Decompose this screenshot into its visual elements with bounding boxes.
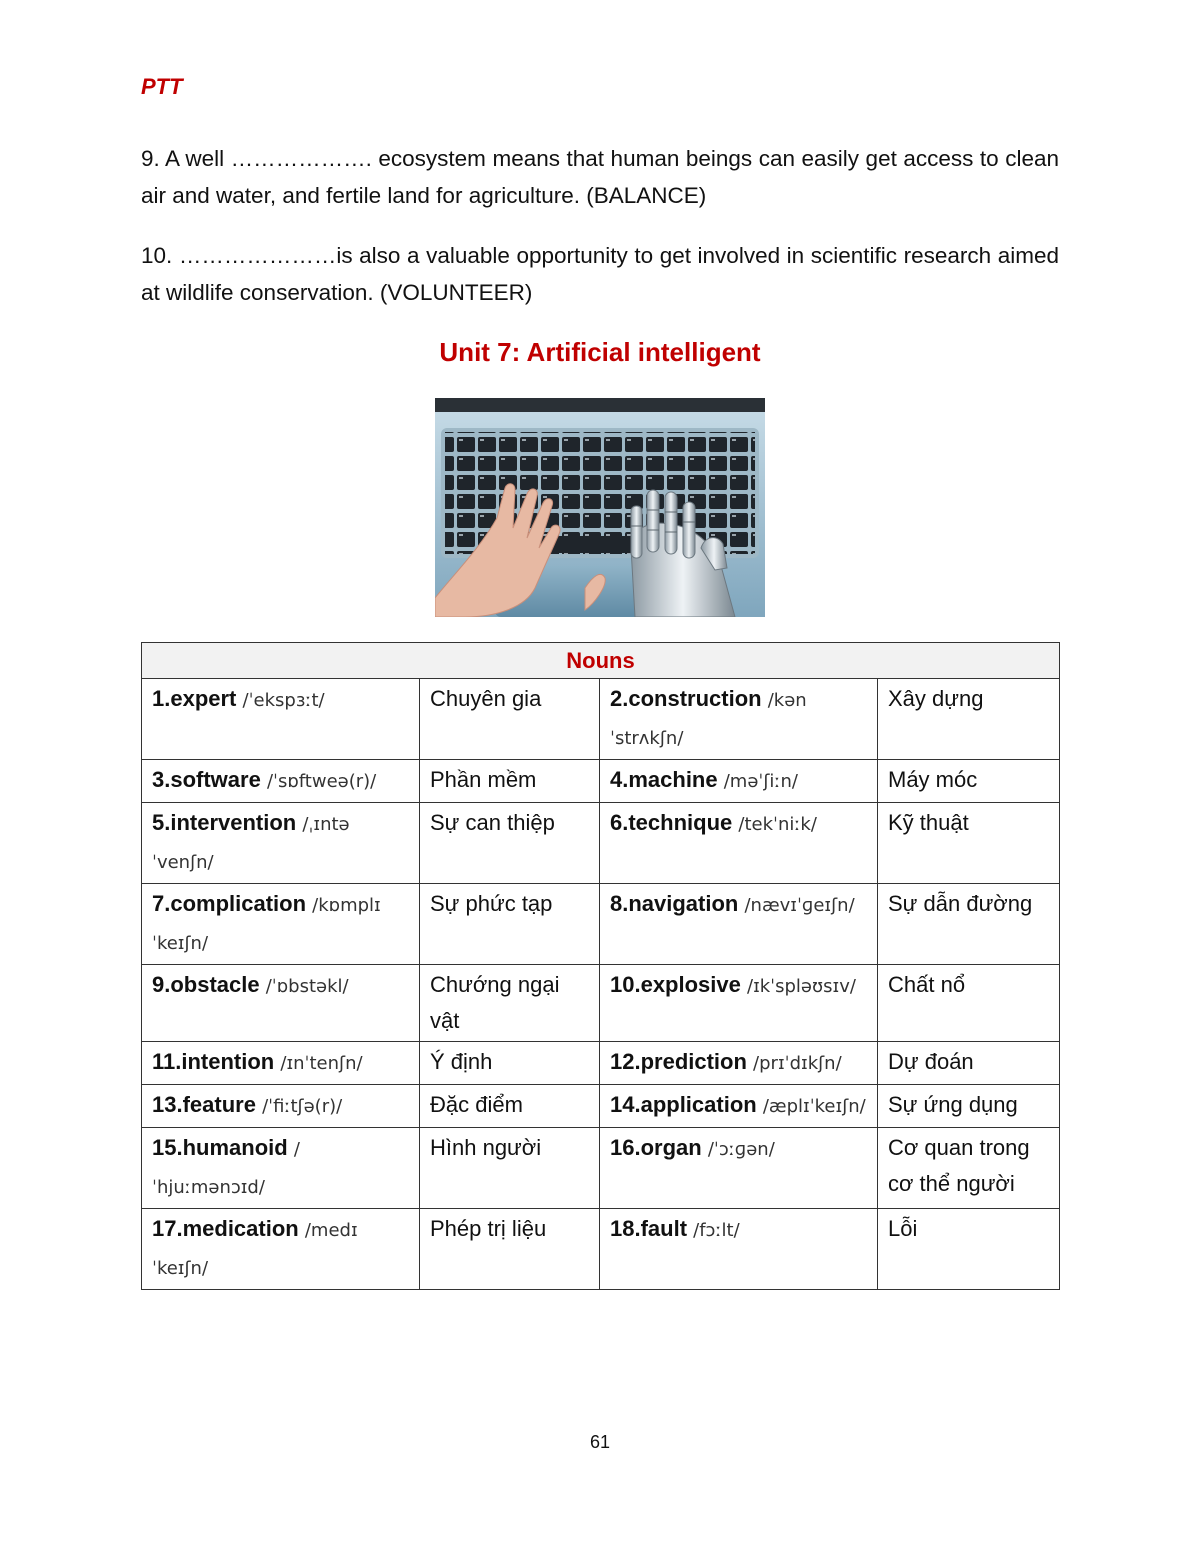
table-row (142, 965, 1060, 1042)
keyboard-photo (435, 398, 765, 617)
pronunciation: /ˈfiːtʃə(r)/ (262, 1096, 343, 1117)
vocab-word: 13.feature (152, 1092, 256, 1117)
table-row (142, 1085, 1060, 1128)
vocab-word: 4.machine (610, 767, 718, 792)
table-row (142, 1128, 1060, 1209)
term-cell (600, 803, 878, 884)
vocab-meaning: Chuyên gia (430, 686, 542, 711)
term-cell (142, 884, 420, 965)
term-cell (600, 965, 878, 1042)
page-number: 61 (589, 1432, 611, 1452)
term-cell (600, 1085, 878, 1128)
vocab-meaning: Đặc điểm (430, 1092, 523, 1117)
unit-title: Unit 7: Artificial intelligent (439, 337, 761, 367)
meaning-cell (420, 884, 600, 965)
pronunciation: /ˈɔːɡən/ (707, 1139, 775, 1160)
vocab-word: 15.humanoid (152, 1135, 288, 1160)
vocab-meaning: Kỹ thuật (888, 810, 969, 835)
pronunciation: /kənˈstrʌkʃn/ (610, 690, 807, 749)
term-cell (142, 1042, 420, 1085)
document-header-label: PTT (141, 74, 183, 99)
vocab-meaning: Sự dẫn đường (888, 891, 1033, 916)
meaning-cell (420, 679, 600, 760)
meaning-cell (878, 1128, 1060, 1209)
term-cell (600, 760, 878, 803)
vocab-meaning: Chất nổ (888, 972, 966, 997)
vocab-word: 2.construction (610, 686, 762, 711)
term-cell (600, 884, 878, 965)
pronunciation: /ˈsɒftweə(r)/ (266, 771, 377, 792)
pronunciation: /tekˈniːk/ (738, 814, 817, 835)
table-row (142, 679, 1060, 760)
pronunciation: /ˈekspɜːt/ (242, 690, 325, 711)
vocab-word: 16.organ (610, 1135, 702, 1160)
vocab-meaning: Máy móc (888, 767, 978, 792)
meaning-cell (420, 965, 600, 1042)
vocab-meaning: Chướng ngại vật (430, 972, 560, 1033)
pronunciation: /kɒmplɪˈkeɪʃn/ (152, 895, 381, 954)
meaning-cell (420, 1042, 600, 1085)
table-row (142, 1042, 1060, 1085)
term-cell (142, 803, 420, 884)
vocab-meaning: Xây dựng (888, 686, 984, 711)
vocab-meaning: Sự can thiệp (430, 810, 555, 835)
vocabulary-table (141, 642, 1060, 1290)
vocab-word: 3.software (152, 767, 261, 792)
vocab-meaning: Cơ quan trong cơ thể người (888, 1135, 1030, 1196)
vocab-meaning: Ý định (430, 1049, 493, 1074)
term-cell (142, 760, 420, 803)
vocab-meaning: Dự đoán (888, 1049, 974, 1074)
vocab-word: 17.medication (152, 1216, 299, 1241)
meaning-cell (420, 803, 600, 884)
vocab-word: 8.navigation (610, 891, 739, 916)
table-row (142, 1209, 1060, 1290)
vocab-word: 1.expert (152, 686, 237, 711)
meaning-cell (878, 1085, 1060, 1128)
pronunciation: /fɔːlt/ (693, 1220, 740, 1241)
term-cell (600, 1042, 878, 1085)
vocab-meaning: Hình người (430, 1135, 542, 1160)
term-cell (142, 1209, 420, 1290)
meaning-cell (420, 1085, 600, 1128)
meaning-cell (878, 884, 1060, 965)
table-row (142, 803, 1060, 884)
vocab-word: 11.intention (152, 1049, 275, 1074)
vocab-word: 9.obstacle (152, 972, 260, 997)
vocab-word: 10.explosive (610, 972, 741, 997)
pronunciation: /ɪkˈspləʊsɪv/ (747, 976, 856, 997)
vocab-meaning: Phần mềm (430, 767, 537, 792)
vocab-meaning: Phép trị liệu (430, 1216, 547, 1241)
pronunciation: /prɪˈdɪkʃn/ (753, 1053, 842, 1074)
table-row (142, 884, 1060, 965)
meaning-cell (878, 803, 1060, 884)
table-row (142, 760, 1060, 803)
table-section-header: Nouns (142, 643, 1060, 679)
vocab-word: 12.prediction (610, 1049, 747, 1074)
meaning-cell (878, 679, 1060, 760)
term-cell (142, 1085, 420, 1128)
vocab-meaning: Lỗi (888, 1216, 918, 1241)
vocab-word: 7.complication (152, 891, 307, 916)
term-cell (600, 1209, 878, 1290)
vocab-word: 5.intervention (152, 810, 297, 835)
pronunciation: /ˈhjuːmənɔɪd/ (152, 1139, 300, 1198)
meaning-cell (420, 1128, 600, 1209)
meaning-cell (420, 1209, 600, 1290)
pronunciation: /æplɪˈkeɪʃn/ (762, 1096, 866, 1117)
term-cell (142, 679, 420, 760)
pronunciation: /ˌɪntəˈvenʃn/ (152, 814, 350, 873)
pronunciation: /məˈʃiːn/ (723, 771, 798, 792)
meaning-cell (878, 760, 1060, 803)
vocab-word: 14.application (610, 1092, 757, 1117)
term-cell (142, 1128, 420, 1209)
pronunciation: /ɪnˈtenʃn/ (280, 1053, 363, 1074)
table-section-row (142, 643, 1060, 679)
meaning-cell (878, 1209, 1060, 1290)
pronunciation: /nævɪˈɡeɪʃn/ (744, 895, 855, 916)
exercise-9: 9. A well ………………. ecosystem means that human beings can easily get access to clean air and water, and fertile land for agriculture. (BALANCE) (141, 146, 1059, 208)
vocab-meaning: Sự ứng dụng (888, 1092, 1018, 1117)
meaning-cell (878, 965, 1060, 1042)
vocab-word: 18.fault (610, 1216, 688, 1241)
meaning-cell (878, 1042, 1060, 1085)
term-cell (142, 965, 420, 1042)
vocab-word: 6.technique (610, 810, 733, 835)
term-cell (600, 679, 878, 760)
vocab-meaning: Sự phức tạp (430, 891, 553, 916)
exercise-10: 10. …………………is also a valuable opportunity to get involved in scientific research aimed at wildlife conservation. (VOLUNTEER) (141, 243, 1059, 305)
term-cell (600, 1128, 878, 1209)
pronunciation: /medɪˈkeɪʃn/ (152, 1220, 358, 1279)
pronunciation: /ˈɒbstəkl/ (265, 976, 349, 997)
meaning-cell (420, 760, 600, 803)
